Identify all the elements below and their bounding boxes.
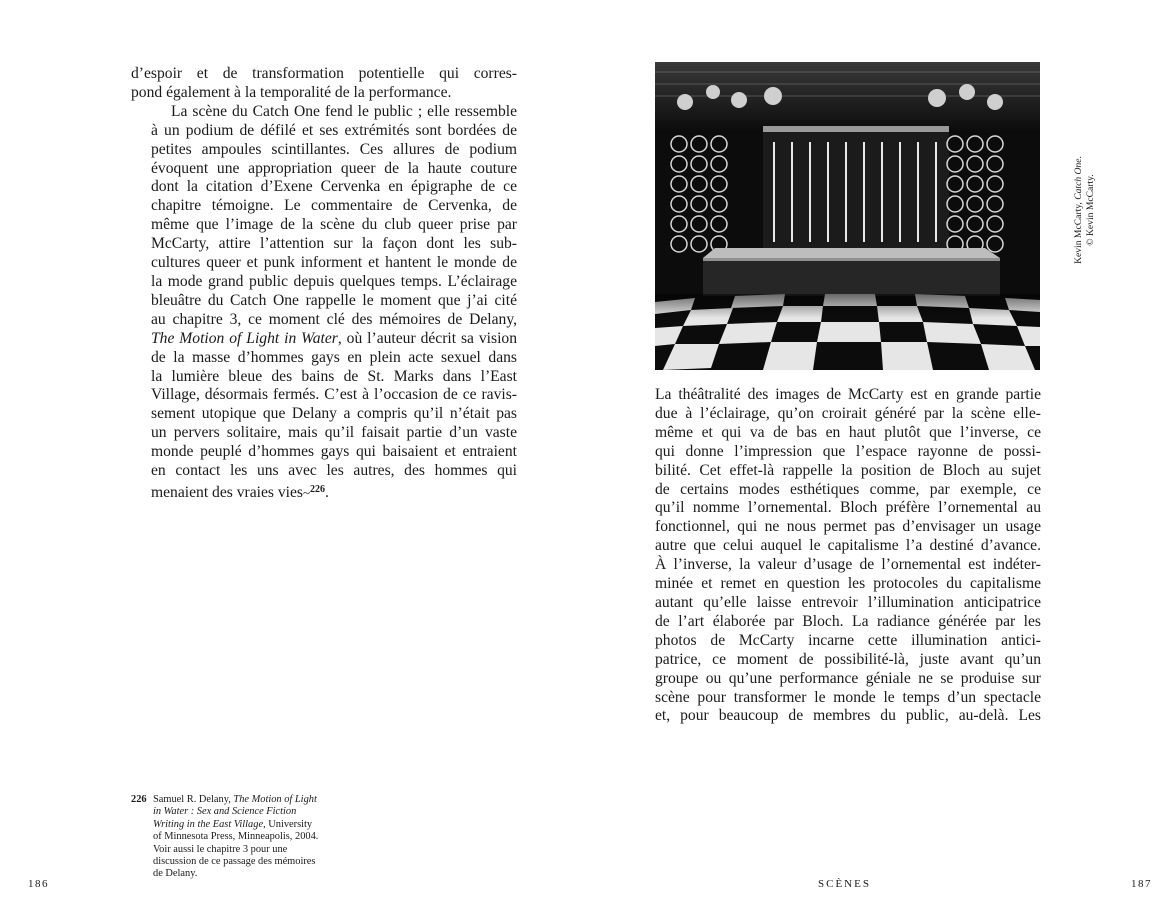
left-body-text [131,65,517,503]
text-fragment: , où l’auteur décrit sa vision [337,329,517,347]
text-line: patrice, ce moment de possibilité-là, juste avant qu’un [655,650,1041,668]
paragraph-catch-one [131,103,517,503]
text-line: autre que celui auquel le capitalisme l’a destiné d’avance. [655,537,1041,555]
page-number-left: 186 [28,878,49,890]
text-line: Village, désormais fermés. C’est à l’occasion de ce ravis- [151,386,517,404]
text-line: groupe ou qu’une performance géniale ne se produise sur [655,669,1041,687]
footnote-author: Samuel R. Delany, [153,794,234,805]
text-line: monde peuplé d’hommes gays qui baisaient et entraient [151,443,517,461]
text-line: autant qu’elle laisse entrevoir l’illumination anticipatrice [655,593,1041,611]
text-line: à un podium de défilé et ses extrémités sont bordées de [151,121,517,139]
text-line: évoquent une appropriation queer de la haute couture [151,159,517,177]
text-line: et, pour beaucoup de membres du public, au-delà. Les [655,707,1041,725]
text-line: même et qui va de bas en haut plutôt que l’inverse, ce [655,423,1041,441]
text-line: chapitre témoigne. Le commentaire de Cervenka, de [151,197,517,215]
paragraph-theatricality [655,386,1041,726]
credit-author: Kevin McCarty, [1073,199,1084,264]
text-line: de la masse d’hommes gays en plein acte sexuel dans [151,348,517,366]
footnote-ref[interactable]: 226 [310,483,326,495]
text-line: bleuâtre du Catch One rappelle le moment que j’ai cité [151,291,517,309]
right-body-text [655,386,1041,726]
book-title: The Motion of Light in Water [151,329,338,347]
text-line: La théâtralité des images de McCarty est en grande partie [655,386,1041,403]
credit-line-1 [1073,145,1085,275]
page-number-right: 187 [1131,878,1152,890]
credit-line-2: © Kevin McCarty. [1085,174,1096,246]
footnote [131,794,321,881]
footnote-text [153,794,321,881]
photo-credit [1041,150,1121,275]
text-line: À l’inverse, la valeur d’usage de l’ornemental est indéter- [655,556,1041,574]
text-line: même que l’image de la scène du club queer prise par [151,216,517,234]
text-line: au chapitre 3, ce moment clé des mémoires de Delany, [151,310,517,328]
text-line: la mode grand public depuis quelques temps. L’éclairage [151,272,517,290]
paragraph-continued [131,65,517,103]
text-line: la lumière bleue des bains de St. Marks dans l’East [151,367,517,385]
text-line: bilité. Cet effet-là rappelle la position de Bloch au sujet [655,461,1041,479]
text-line: en contact les uns avec les autres, des hommes qui [151,462,517,480]
quote-close: ~ [303,484,311,500]
running-head: SCÈNES [818,878,871,890]
text-line-last [131,481,517,503]
text-line: La scène du Catch One fend le public ; elle ressemble [171,102,517,120]
photo-credit-rotated [1073,145,1097,275]
text-fragment: menaient des vraies vies [151,483,303,501]
text-line: d’espoir et de transformation potentielle qui corres- [131,65,517,82]
text-line: un pervers solitaire, mais qu’il faisait partie d’un vaste [151,424,517,442]
photo-catch-one-stage [655,62,1040,370]
text-line: photos de McCarty incarne cette illumination antici- [655,631,1041,649]
footnote-number: 226 [131,794,147,805]
text-line: cultures queer et punk informent et hantent le monde de [151,254,517,272]
text-line: de certains modes esthétiques comme, par exemple, ce [655,480,1041,498]
text-line: qu’il nomme l’ornemental. Bloch préfère l’ornemental au [655,499,1041,517]
text-line: petites ampoules scintillantes. Ces allures de podium [151,140,517,158]
text-line: sement utopique que Delany a compris qu’il n’était pas [151,405,517,423]
footnote-title: The Motion of Light in Water : Sex and Science Fiction Writing in the East Village [153,794,317,830]
credit-period: . [1073,156,1084,159]
text-line: minée et remet en question les protocoles du capitalisme [655,575,1041,593]
text-line: fonctionnel, qui ne nous permet pas d’envisager un usage [655,518,1041,536]
text-line: due à l’éclairage, qu’on croirait généré par la scène elle- [655,404,1041,422]
credit-title: Catch One [1073,158,1084,200]
text-line: scène pour transformer le monde le temps d’un spectacle [655,688,1041,706]
text-line: de l’art élaborée par Bloch. La radiance générée par les [655,612,1041,630]
right-page [585,0,1170,912]
footnote-rest: , University of Minnesota Press, Minneapolis, 2004. Voir aussi le chapitre 3 pour une discussion de ce passage des mémoires de Delany. [153,818,319,880]
text-line-with-title [131,330,517,349]
text-line: qui donne l’impression que l’espace rayonne de possi- [655,442,1041,460]
text-line: dont la citation d’Exene Cervenka en épigraphe de ce [151,178,517,196]
text-fragment: . [325,483,329,501]
text-line: pond également à la temporalité de la performance. [131,83,452,101]
text-line: McCarty, attire l’attention sur la façon dont les sub- [151,235,517,253]
